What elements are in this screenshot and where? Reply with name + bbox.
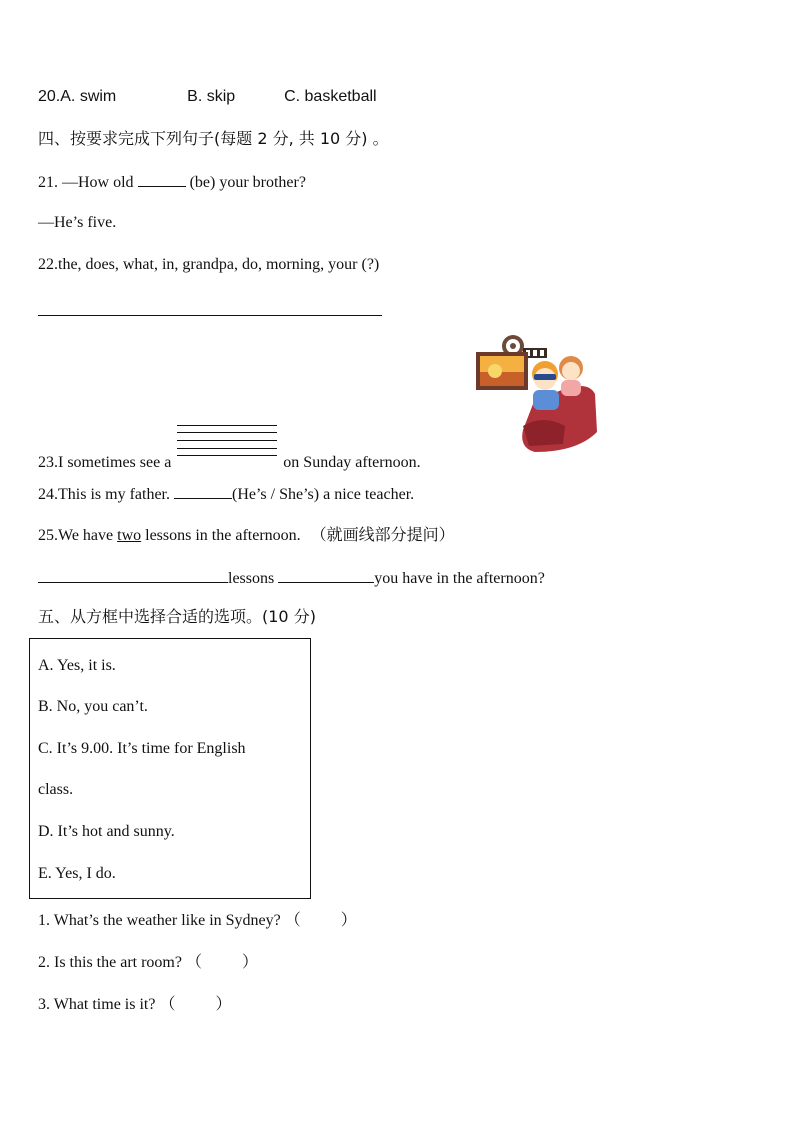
q24-blank[interactable]	[174, 483, 232, 499]
q20-row	[38, 87, 377, 107]
q25-answer-blank-1[interactable]	[38, 567, 228, 583]
option-d: D. It’s hot and sunny.	[38, 823, 175, 840]
question-2	[38, 953, 258, 973]
boy-with-3d-glasses-icon	[532, 361, 559, 410]
question-1-bracket-close[interactable]: ）	[340, 912, 357, 929]
q25-text-2: lessons in the afternoon.	[145, 527, 301, 544]
question-2-bracket-close[interactable]: ）	[241, 954, 258, 971]
q25-underlined-word: two	[117, 527, 142, 544]
q24-row	[38, 483, 414, 505]
question-1-text: 1. What’s the weather like in Sydney?	[38, 912, 281, 929]
q25-answer-blank-2[interactable]	[278, 567, 374, 583]
q23-stacked-blank[interactable]	[177, 441, 277, 471]
option-c: C. It’s 9.00. It’s time for English	[38, 740, 246, 757]
movie-screen-icon	[476, 352, 528, 390]
question-3-text: 3. What time is it?	[38, 996, 156, 1013]
option-a: A. Yes, it is.	[38, 657, 116, 674]
q25-answer-row	[38, 567, 545, 589]
q23-text-2: on Sunday afternoon.	[283, 454, 421, 471]
question-2-text: 2. Is this the art room?	[38, 954, 182, 971]
q25-row	[38, 525, 455, 546]
q20-option-a: A. swim	[60, 88, 117, 105]
q25-answer-word-2: you have in the afternoon?	[374, 570, 545, 587]
question-1-bracket-open[interactable]: （	[284, 912, 301, 929]
question-3	[38, 995, 232, 1015]
question-3-bracket-close[interactable]: ）	[215, 996, 232, 1013]
q20-option-b: B. skip	[187, 88, 236, 105]
q25-answer-word-1: lessons	[228, 570, 275, 587]
q21-text-1: —How old	[62, 174, 134, 191]
girl-icon	[559, 356, 583, 396]
q25-instruction: （就画线部分提问）	[310, 525, 455, 544]
q23-row	[38, 441, 421, 473]
section5-heading: 五、从方框中选择合适的选项。(10 分)	[38, 607, 316, 626]
q21-text-2: (be) your brother?	[189, 174, 306, 191]
q21-reply: —He’s five.	[38, 214, 117, 231]
option-c-continued: class.	[38, 781, 74, 798]
q21-row	[38, 171, 306, 193]
q24-text-2: (He’s / She’s) a nice teacher.	[231, 486, 415, 503]
q20-number: 20.	[38, 88, 61, 105]
q21-number: 21.	[38, 174, 58, 191]
q23-text-1: 23.I sometimes see a	[38, 454, 172, 471]
question-3-bracket-open[interactable]: （	[159, 996, 176, 1013]
q22-answer-line[interactable]	[38, 315, 382, 316]
question-1	[38, 911, 357, 931]
option-e: E. Yes, I do.	[38, 865, 116, 882]
q22-prompt: 22.the, does, what, in, grandpa, do, morning, your (?)	[38, 256, 380, 273]
options-box	[29, 638, 311, 899]
q20-option-c: C. basketball	[284, 88, 377, 105]
option-b: B. No, you can’t.	[38, 698, 148, 715]
q21-blank[interactable]	[138, 171, 186, 187]
question-2-bracket-open[interactable]: （	[185, 954, 202, 971]
q24-text-1: 24.This is my father.	[38, 486, 170, 503]
q25-text-1: 25.We have	[38, 527, 114, 544]
section4-heading: 四、按要求完成下列句子(每题 2 分, 共 10 分) 。	[38, 129, 389, 148]
cinema-kids-picture	[473, 334, 601, 458]
